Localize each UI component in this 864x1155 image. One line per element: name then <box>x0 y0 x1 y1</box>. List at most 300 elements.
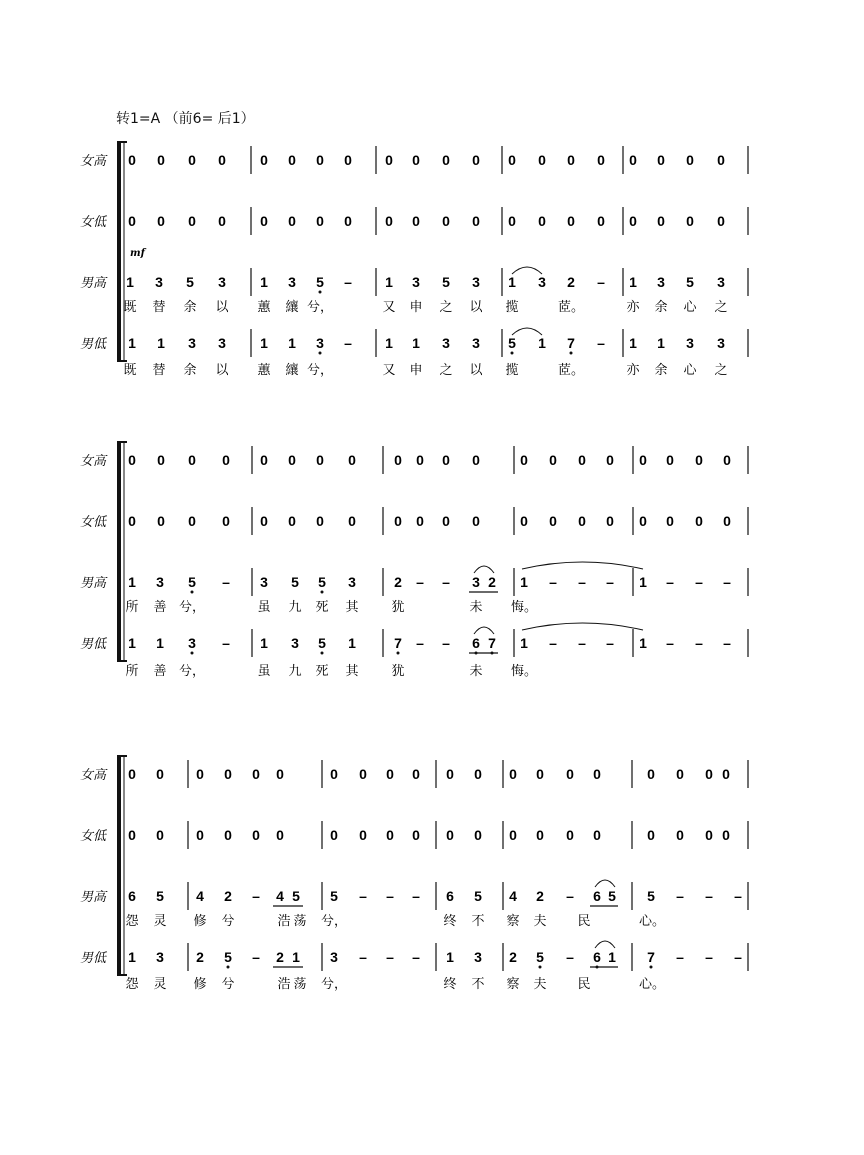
lyric-char: 心 <box>683 363 697 378</box>
note: 0 <box>386 766 394 782</box>
note: 0 <box>348 452 356 468</box>
lyric-char: 所 <box>125 600 139 615</box>
lyric-char: 兮， <box>178 664 206 679</box>
note: – <box>252 888 260 904</box>
lyric-char: 悔。 <box>510 664 538 679</box>
lyric-char: 犹 <box>391 664 405 679</box>
note: 1 <box>385 335 393 351</box>
note: 0 <box>316 452 324 468</box>
note: 2 <box>509 949 517 965</box>
note: 1 <box>508 274 516 290</box>
lyric-char: 揽 <box>505 300 519 315</box>
lyric-char: 不 <box>471 914 485 929</box>
note: 0 <box>606 452 614 468</box>
note: 0 <box>657 213 665 229</box>
lyric-char: 又 <box>382 300 396 315</box>
note: 0 <box>508 152 516 168</box>
lyric-char: 不 <box>471 977 485 992</box>
lyric-char: 未 <box>469 664 483 679</box>
note: – <box>386 888 394 904</box>
lyric-char: 兮， <box>178 600 206 615</box>
lyric-char: 兮 <box>221 977 235 992</box>
slur <box>474 627 494 634</box>
lyric-char: 纕 <box>285 363 299 378</box>
note: 1 <box>520 574 528 590</box>
note: 0 <box>330 766 338 782</box>
note: 1 <box>348 635 356 651</box>
lyric-char: 以 <box>215 363 229 378</box>
note: 0 <box>705 827 713 843</box>
note: 5 <box>536 949 544 965</box>
note: 0 <box>218 213 226 229</box>
note: 1 <box>128 635 136 651</box>
octave-dot <box>511 352 514 355</box>
note: 0 <box>196 827 204 843</box>
note: 0 <box>157 152 165 168</box>
lyric-char: 其 <box>345 600 359 615</box>
note: 0 <box>188 213 196 229</box>
lyric-char: 兮， <box>306 363 334 378</box>
note: 0 <box>472 452 480 468</box>
note: 2 <box>394 574 402 590</box>
note: 5 <box>188 574 196 590</box>
note: 0 <box>676 827 684 843</box>
note: 3 <box>442 335 450 351</box>
note: 1 <box>128 949 136 965</box>
octave-dot <box>319 352 322 355</box>
note: 5 <box>508 335 516 351</box>
note: 5 <box>474 888 482 904</box>
lyric-char: 怨 <box>125 914 139 929</box>
lyric-char: 犹 <box>391 600 405 615</box>
note: 0 <box>359 827 367 843</box>
note: 1 <box>520 635 528 651</box>
note: 0 <box>316 152 324 168</box>
lyric-char: 茝。 <box>557 363 585 378</box>
note: 7 <box>567 335 575 351</box>
note: 0 <box>446 766 454 782</box>
note: – <box>676 888 684 904</box>
note: 0 <box>128 766 136 782</box>
lyric-char: 荡 <box>293 914 307 929</box>
note: 0 <box>157 213 165 229</box>
octave-dot <box>570 352 573 355</box>
note: 3 <box>472 335 480 351</box>
note: 0 <box>474 766 482 782</box>
note: – <box>222 574 230 590</box>
note: 0 <box>520 513 528 529</box>
note: – <box>705 888 713 904</box>
note: 3 <box>316 335 324 351</box>
note: 0 <box>316 213 324 229</box>
dynamic-marking: mf <box>130 248 145 259</box>
note: 3 <box>686 335 694 351</box>
lyric-char: 终 <box>443 914 457 929</box>
octave-dot <box>191 652 194 655</box>
note: – <box>359 888 367 904</box>
note: 0 <box>224 766 232 782</box>
note: 3 <box>657 274 665 290</box>
slur <box>512 328 542 335</box>
note: 5 <box>318 574 326 590</box>
note: 0 <box>188 152 196 168</box>
note: 2 <box>488 574 496 590</box>
lyric-char: 民 <box>577 914 591 929</box>
note: 3 <box>188 335 196 351</box>
note: 7 <box>647 949 655 965</box>
note: 0 <box>647 766 655 782</box>
note: 5 <box>156 888 164 904</box>
voice-label: 女高 <box>80 454 107 469</box>
note: 2 <box>276 949 284 965</box>
lyric-char: 修 <box>193 977 207 992</box>
lyric-char: 蕙 <box>257 363 271 378</box>
note: 1 <box>260 635 268 651</box>
note: 1 <box>128 335 136 351</box>
note: 3 <box>188 635 196 651</box>
note: 1 <box>126 274 134 290</box>
voice-label: 男低 <box>80 951 107 966</box>
note: 5 <box>292 888 300 904</box>
note: 0 <box>394 452 402 468</box>
note: 0 <box>717 213 725 229</box>
note: 0 <box>629 213 637 229</box>
note: 6 <box>472 635 480 651</box>
note: – <box>344 335 352 351</box>
note: 5 <box>291 574 299 590</box>
lyric-char: 浩 <box>277 914 291 929</box>
note: 3 <box>218 274 226 290</box>
lyric-char: 察 <box>506 977 520 992</box>
note: – <box>734 888 742 904</box>
note: 0 <box>128 152 136 168</box>
lyric-char: 茝。 <box>557 300 585 315</box>
note: 0 <box>157 452 165 468</box>
lyric-char: 余 <box>183 363 197 378</box>
note: 1 <box>292 949 300 965</box>
lyric-char: 又 <box>382 363 396 378</box>
lyric-char: 死 <box>315 600 329 615</box>
note: 5 <box>608 888 616 904</box>
note: 0 <box>359 766 367 782</box>
note: 5 <box>316 274 324 290</box>
note: 0 <box>578 513 586 529</box>
note: 0 <box>222 452 230 468</box>
lyric-char: 亦 <box>626 363 640 378</box>
note: 0 <box>416 513 424 529</box>
note: 0 <box>156 827 164 843</box>
slur <box>522 623 643 630</box>
note: 3 <box>538 274 546 290</box>
note: – <box>412 949 420 965</box>
note: 5 <box>224 949 232 965</box>
lyric-char: 终 <box>443 977 457 992</box>
lyric-char: 以 <box>469 300 483 315</box>
lyric-char: 之 <box>714 300 728 315</box>
note: 0 <box>344 152 352 168</box>
note: 1 <box>629 335 637 351</box>
voice-label: 女低 <box>80 515 107 530</box>
note: 0 <box>128 452 136 468</box>
lyric-char: 兮， <box>320 914 348 929</box>
note: 3 <box>330 949 338 965</box>
octave-dot <box>321 591 324 594</box>
voice-label: 男高 <box>80 576 107 591</box>
note: 0 <box>344 213 352 229</box>
note: 0 <box>188 513 196 529</box>
note: 1 <box>608 949 616 965</box>
lyric-char: 兮， <box>320 977 348 992</box>
note: 0 <box>566 827 574 843</box>
lyric-char: 荡 <box>293 977 307 992</box>
note: – <box>666 635 674 651</box>
lyric-char: 申 <box>409 363 423 378</box>
note: 0 <box>520 452 528 468</box>
note: 0 <box>218 152 226 168</box>
slur <box>595 880 615 887</box>
note: 0 <box>188 452 196 468</box>
note: – <box>597 274 605 290</box>
note: 3 <box>412 274 420 290</box>
note: 4 <box>509 888 517 904</box>
note: 0 <box>695 513 703 529</box>
lyric-char: 善 <box>153 600 167 615</box>
note: – <box>549 574 557 590</box>
note: 1 <box>260 274 268 290</box>
note: 0 <box>446 827 454 843</box>
lyric-char: 悔。 <box>510 600 538 615</box>
note: 3 <box>472 274 480 290</box>
note: 0 <box>260 152 268 168</box>
lyric-char: 之 <box>439 300 453 315</box>
note: 0 <box>509 827 517 843</box>
lyric-char: 善 <box>153 664 167 679</box>
note: 1 <box>156 635 164 651</box>
note: 5 <box>318 635 326 651</box>
note: 5 <box>186 274 194 290</box>
note: 0 <box>385 152 393 168</box>
note: – <box>606 635 614 651</box>
note: – <box>723 635 731 651</box>
note: 1 <box>288 335 296 351</box>
note: 0 <box>260 213 268 229</box>
lyric-char: 余 <box>654 300 668 315</box>
lyric-char: 死 <box>315 664 329 679</box>
note: – <box>566 888 574 904</box>
lyric-char: 虽 <box>257 664 271 679</box>
lyric-char: 心。 <box>638 914 666 929</box>
note: – <box>442 635 450 651</box>
system-bracket <box>117 756 121 975</box>
note: 1 <box>639 574 647 590</box>
note: 0 <box>276 766 284 782</box>
note: 0 <box>639 513 647 529</box>
note: 3 <box>472 574 480 590</box>
note: – <box>252 949 260 965</box>
note: 3 <box>260 574 268 590</box>
note: 0 <box>629 152 637 168</box>
note: 2 <box>196 949 204 965</box>
lyric-char: 既 <box>123 300 137 315</box>
lyric-char: 九 <box>288 600 302 615</box>
note: 0 <box>385 213 393 229</box>
note: 0 <box>639 452 647 468</box>
octave-dot <box>321 652 324 655</box>
lyric-char: 以 <box>469 363 483 378</box>
lyric-char: 以 <box>215 300 229 315</box>
note: 3 <box>717 274 725 290</box>
note: – <box>222 635 230 651</box>
note: 0 <box>567 213 575 229</box>
note: 0 <box>128 827 136 843</box>
note: 0 <box>196 766 204 782</box>
note: 0 <box>386 827 394 843</box>
note: 0 <box>472 152 480 168</box>
lyric-char: 察 <box>506 914 520 929</box>
note: 7 <box>488 635 496 651</box>
note: – <box>442 574 450 590</box>
note: 3 <box>156 574 164 590</box>
note: – <box>549 635 557 651</box>
octave-dot <box>227 966 230 969</box>
note: – <box>705 949 713 965</box>
note: 1 <box>446 949 454 965</box>
note: 0 <box>260 513 268 529</box>
note: – <box>606 574 614 590</box>
lyric-char: 灵 <box>153 977 167 992</box>
voice-label: 男高 <box>80 276 107 291</box>
lyric-char: 之 <box>439 363 453 378</box>
note: 0 <box>442 213 450 229</box>
lyric-char: 申 <box>409 300 423 315</box>
lyric-char: 蕙 <box>257 300 271 315</box>
note: – <box>734 949 742 965</box>
note: 0 <box>723 513 731 529</box>
note: 0 <box>676 766 684 782</box>
lyric-char: 兮， <box>306 300 334 315</box>
note: 0 <box>276 827 284 843</box>
lyric-char: 纕 <box>285 300 299 315</box>
lyric-char: 其 <box>345 664 359 679</box>
note: 0 <box>474 827 482 843</box>
note: 0 <box>597 213 605 229</box>
note: 5 <box>686 274 694 290</box>
note: 0 <box>567 152 575 168</box>
note: 0 <box>536 827 544 843</box>
lyric-char: 浩 <box>277 977 291 992</box>
note: 7 <box>394 635 402 651</box>
lyric-char: 夫 <box>533 914 547 929</box>
note: 0 <box>593 766 601 782</box>
note: – <box>597 335 605 351</box>
note: 0 <box>416 452 424 468</box>
note: 0 <box>549 513 557 529</box>
note: 2 <box>536 888 544 904</box>
note: 3 <box>474 949 482 965</box>
note: 0 <box>316 513 324 529</box>
note: 5 <box>442 274 450 290</box>
note: 0 <box>412 827 420 843</box>
note: 0 <box>647 827 655 843</box>
lyric-char: 余 <box>183 300 197 315</box>
note: 0 <box>717 152 725 168</box>
note: 6 <box>593 888 601 904</box>
note: 0 <box>156 766 164 782</box>
note: 0 <box>442 513 450 529</box>
note: – <box>578 635 586 651</box>
note: 4 <box>276 888 284 904</box>
note: 0 <box>394 513 402 529</box>
note: 0 <box>593 827 601 843</box>
note: 0 <box>597 152 605 168</box>
note: 0 <box>330 827 338 843</box>
lyric-char: 之 <box>714 363 728 378</box>
note: 0 <box>705 766 713 782</box>
note: 0 <box>348 513 356 529</box>
note: 0 <box>578 452 586 468</box>
key-change-header: 转1=A （前6= 后1） <box>116 111 255 127</box>
lyric-char: 所 <box>125 664 139 679</box>
note: 2 <box>224 888 232 904</box>
voice-label: 女低 <box>80 829 107 844</box>
lyric-char: 亦 <box>626 300 640 315</box>
note: – <box>416 574 424 590</box>
note: 0 <box>666 452 674 468</box>
octave-dot <box>191 591 194 594</box>
note: 0 <box>549 452 557 468</box>
note: 0 <box>252 827 260 843</box>
note: 1 <box>629 274 637 290</box>
lyric-char: 兮 <box>221 914 235 929</box>
note: 3 <box>156 949 164 965</box>
note: 0 <box>536 766 544 782</box>
voice-label: 女高 <box>80 154 107 169</box>
lyric-char: 心。 <box>638 977 666 992</box>
note: – <box>723 574 731 590</box>
note: – <box>344 274 352 290</box>
note: 0 <box>157 513 165 529</box>
note: – <box>695 635 703 651</box>
octave-dot <box>539 966 542 969</box>
note: 0 <box>128 213 136 229</box>
note: 5 <box>647 888 655 904</box>
note: 0 <box>686 213 694 229</box>
lyric-char: 虽 <box>257 600 271 615</box>
voice-label: 女高 <box>80 768 107 783</box>
note: 0 <box>222 513 230 529</box>
octave-dot <box>319 291 322 294</box>
note: 0 <box>288 452 296 468</box>
note: 1 <box>412 335 420 351</box>
note: 1 <box>157 335 165 351</box>
voice-label: 女低 <box>80 215 107 230</box>
note: 3 <box>218 335 226 351</box>
slur <box>512 267 542 274</box>
note: 6 <box>128 888 136 904</box>
note: – <box>416 635 424 651</box>
slur <box>474 566 494 573</box>
note: 0 <box>657 152 665 168</box>
note: 0 <box>509 766 517 782</box>
lyric-char: 心 <box>683 300 697 315</box>
lyric-char: 夫 <box>533 977 547 992</box>
voice-label: 男低 <box>80 337 107 352</box>
note: 2 <box>567 274 575 290</box>
note: 1 <box>538 335 546 351</box>
note: 4 <box>196 888 204 904</box>
note: 3 <box>288 274 296 290</box>
lyric-char: 既 <box>123 363 137 378</box>
